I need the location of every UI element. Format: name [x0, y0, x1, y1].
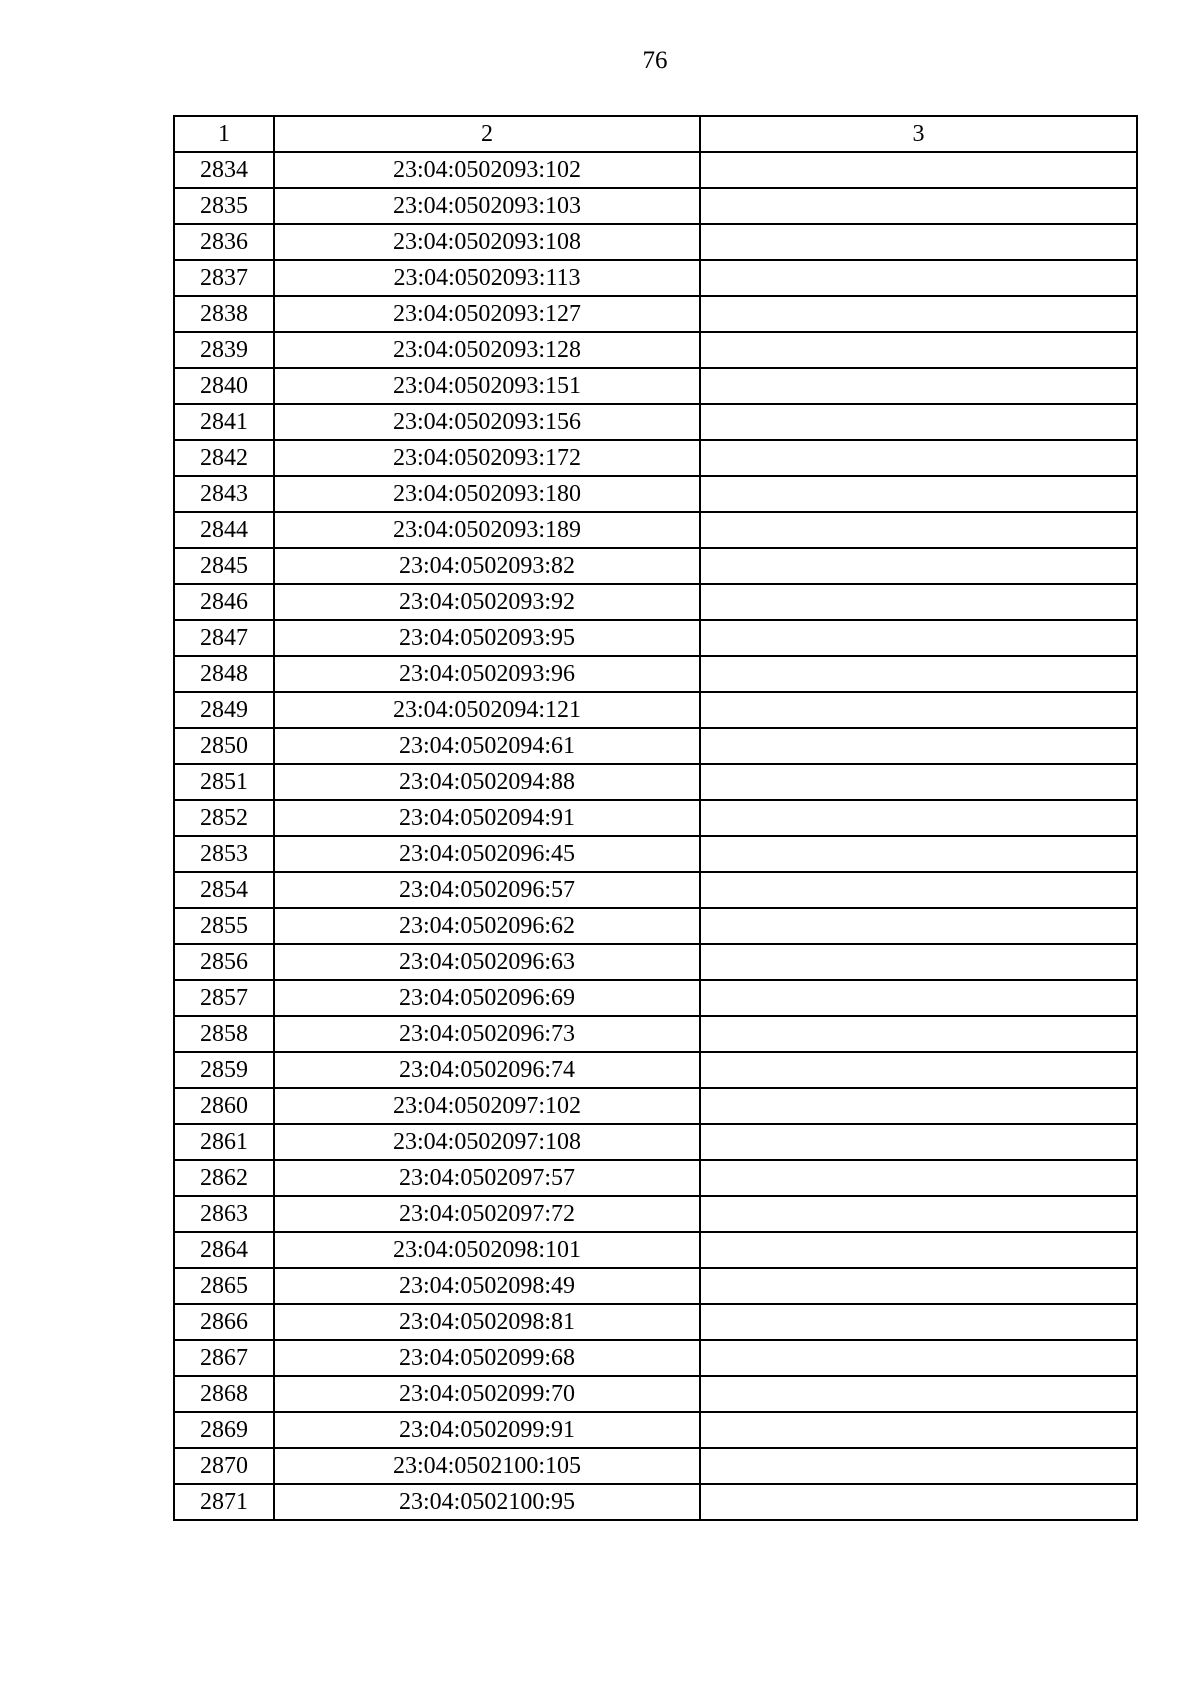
note-cell: [700, 908, 1137, 944]
cadastral-number-cell: 23:04:0502096:73: [274, 1016, 700, 1052]
row-number-cell: 2846: [174, 584, 274, 620]
table-row: [174, 548, 1137, 584]
note-cell: [700, 836, 1137, 872]
row-number-cell: 2836: [174, 224, 274, 260]
note-cell: [700, 1484, 1137, 1520]
note-cell: [700, 584, 1137, 620]
row-number-cell: 2867: [174, 1340, 274, 1376]
cadastral-number-cell: 23:04:0502097:108: [274, 1124, 700, 1160]
table-row: [174, 224, 1137, 260]
row-number-cell: 2859: [174, 1052, 274, 1088]
table-row: [174, 728, 1137, 764]
row-number-cell: 2850: [174, 728, 274, 764]
table-row: [174, 476, 1137, 512]
row-number-cell: 2852: [174, 800, 274, 836]
note-cell: [700, 944, 1137, 980]
note-cell: [700, 548, 1137, 584]
row-number-cell: 2847: [174, 620, 274, 656]
note-cell: [700, 296, 1137, 332]
cadastral-number-cell: 23:04:0502094:88: [274, 764, 700, 800]
note-cell: [700, 800, 1137, 836]
row-number-cell: 2868: [174, 1376, 274, 1412]
note-cell: [700, 224, 1137, 260]
table-row: [174, 692, 1137, 728]
table-row: [174, 1196, 1137, 1232]
row-number-cell: 2870: [174, 1448, 274, 1484]
header-row: [174, 116, 1137, 152]
cadastral-number-cell: 23:04:0502097:57: [274, 1160, 700, 1196]
cadastral-number-cell: 23:04:0502099:68: [274, 1340, 700, 1376]
table-row: [174, 1412, 1137, 1448]
cadastral-number-cell: 23:04:0502096:62: [274, 908, 700, 944]
row-number-cell: 2855: [174, 908, 274, 944]
note-cell: [700, 1340, 1137, 1376]
row-number-cell: 2871: [174, 1484, 274, 1520]
cadastral-number-cell: 23:04:0502096:69: [274, 980, 700, 1016]
row-number-cell: 2869: [174, 1412, 274, 1448]
table-row: [174, 368, 1137, 404]
row-number-cell: 2854: [174, 872, 274, 908]
table-row: [174, 188, 1137, 224]
row-number-cell: 2839: [174, 332, 274, 368]
table-row: [174, 620, 1137, 656]
row-number-cell: 2865: [174, 1268, 274, 1304]
row-number-cell: 2851: [174, 764, 274, 800]
row-number-cell: 2841: [174, 404, 274, 440]
note-cell: [700, 188, 1137, 224]
row-number-cell: 2844: [174, 512, 274, 548]
note-cell: [700, 980, 1137, 1016]
cadastral-number-cell: 23:04:0502093:108: [274, 224, 700, 260]
cadastral-number-cell: 23:04:0502099:70: [274, 1376, 700, 1412]
row-number-cell: 2860: [174, 1088, 274, 1124]
table-row: [174, 1088, 1137, 1124]
note-cell: [700, 1412, 1137, 1448]
table-row: [174, 1052, 1137, 1088]
row-number-cell: 2840: [174, 368, 274, 404]
note-cell: [700, 1196, 1137, 1232]
table-row: [174, 584, 1137, 620]
table-row: [174, 512, 1137, 548]
row-number-cell: 2834: [174, 152, 274, 188]
cadastral-number-cell: 23:04:0502098:49: [274, 1268, 700, 1304]
cadastral-number-cell: 23:04:0502093:180: [274, 476, 700, 512]
table-body: [174, 152, 1137, 1520]
note-cell: [700, 332, 1137, 368]
cadastral-number-cell: 23:04:0502096:57: [274, 872, 700, 908]
note-cell: [700, 1124, 1137, 1160]
table-row: [174, 908, 1137, 944]
column-header-1: 1: [174, 116, 274, 152]
cadastral-number-cell: 23:04:0502093:156: [274, 404, 700, 440]
cadastral-number-cell: 23:04:0502097:72: [274, 1196, 700, 1232]
table-row: [174, 1484, 1137, 1520]
cadastral-number-cell: 23:04:0502093:128: [274, 332, 700, 368]
cadastral-number-cell: 23:04:0502093:95: [274, 620, 700, 656]
table-row: [174, 944, 1137, 980]
table-row: [174, 1340, 1137, 1376]
cadastral-number-cell: 23:04:0502096:63: [274, 944, 700, 980]
page-number: 76: [642, 47, 668, 74]
cadastral-number-cell: 23:04:0502093:103: [274, 188, 700, 224]
table-row: [174, 800, 1137, 836]
row-number-cell: 2835: [174, 188, 274, 224]
note-cell: [700, 1160, 1137, 1196]
cadastral-number-cell: 23:04:0502094:121: [274, 692, 700, 728]
row-number-cell: 2863: [174, 1196, 274, 1232]
cadastral-number-cell: 23:04:0502094:91: [274, 800, 700, 836]
note-cell: [700, 440, 1137, 476]
note-cell: [700, 1448, 1137, 1484]
cadastral-number-cell: 23:04:0502100:105: [274, 1448, 700, 1484]
note-cell: [700, 476, 1137, 512]
note-cell: [700, 368, 1137, 404]
table-row: [174, 836, 1137, 872]
cadastral-number-cell: 23:04:0502096:74: [274, 1052, 700, 1088]
note-cell: [700, 260, 1137, 296]
row-number-cell: 2856: [174, 944, 274, 980]
table-row: [174, 1304, 1137, 1340]
row-number-cell: 2849: [174, 692, 274, 728]
cadastral-number-cell: 23:04:0502098:81: [274, 1304, 700, 1340]
cadastral-number-cell: 23:04:0502100:95: [274, 1484, 700, 1520]
table-row: [174, 1268, 1137, 1304]
note-cell: [700, 656, 1137, 692]
table-row: [174, 1124, 1137, 1160]
column-header-3: 3: [700, 116, 1137, 152]
note-cell: [700, 872, 1137, 908]
cadastral-number-cell: 23:04:0502096:45: [274, 836, 700, 872]
row-number-cell: 2862: [174, 1160, 274, 1196]
note-cell: [700, 1088, 1137, 1124]
table-row: [174, 1448, 1137, 1484]
cadastral-number-cell: 23:04:0502099:91: [274, 1412, 700, 1448]
note-cell: [700, 1376, 1137, 1412]
row-number-cell: 2848: [174, 656, 274, 692]
note-cell: [700, 728, 1137, 764]
note-cell: [700, 1304, 1137, 1340]
table-row: [174, 1016, 1137, 1052]
cadastral-number-cell: 23:04:0502093:92: [274, 584, 700, 620]
table-row: [174, 260, 1137, 296]
table-row: [174, 332, 1137, 368]
note-cell: [700, 512, 1137, 548]
note-cell: [700, 1016, 1137, 1052]
row-number-cell: 2842: [174, 440, 274, 476]
table-row: [174, 152, 1137, 188]
row-number-cell: 2838: [174, 296, 274, 332]
note-cell: [700, 620, 1137, 656]
cadastral-number-cell: 23:04:0502098:101: [274, 1232, 700, 1268]
row-number-cell: 2837: [174, 260, 274, 296]
note-cell: [700, 404, 1137, 440]
row-number-cell: 2858: [174, 1016, 274, 1052]
row-number-cell: 2845: [174, 548, 274, 584]
cadastral-number-cell: 23:04:0502093:96: [274, 656, 700, 692]
table-row: [174, 296, 1137, 332]
table-row: [174, 980, 1137, 1016]
row-number-cell: 2857: [174, 980, 274, 1016]
note-cell: [700, 1052, 1137, 1088]
note-cell: [700, 1268, 1137, 1304]
cadastral-number-cell: 23:04:0502093:82: [274, 548, 700, 584]
table-row: [174, 1376, 1137, 1412]
cadastral-number-cell: 23:04:0502093:189: [274, 512, 700, 548]
note-cell: [700, 764, 1137, 800]
table-row: [174, 1232, 1137, 1268]
table-row: [174, 872, 1137, 908]
table-row: [174, 764, 1137, 800]
row-number-cell: 2853: [174, 836, 274, 872]
table-header: [174, 116, 1137, 152]
cadastral-number-cell: 23:04:0502093:151: [274, 368, 700, 404]
row-number-cell: 2864: [174, 1232, 274, 1268]
note-cell: [700, 1232, 1137, 1268]
table-row: [174, 440, 1137, 476]
data-table: [173, 115, 1138, 1521]
table-row: [174, 1160, 1137, 1196]
cadastral-number-cell: 23:04:0502093:102: [274, 152, 700, 188]
note-cell: [700, 152, 1137, 188]
note-cell: [700, 692, 1137, 728]
row-number-cell: 2866: [174, 1304, 274, 1340]
cadastral-number-cell: 23:04:0502094:61: [274, 728, 700, 764]
table-row: [174, 404, 1137, 440]
row-number-cell: 2861: [174, 1124, 274, 1160]
cadastral-number-cell: 23:04:0502093:127: [274, 296, 700, 332]
table-row: [174, 656, 1137, 692]
cadastral-number-cell: 23:04:0502093:172: [274, 440, 700, 476]
column-header-2: 2: [274, 116, 700, 152]
cadastral-number-cell: 23:04:0502097:102: [274, 1088, 700, 1124]
cadastral-number-cell: 23:04:0502093:113: [274, 260, 700, 296]
row-number-cell: 2843: [174, 476, 274, 512]
